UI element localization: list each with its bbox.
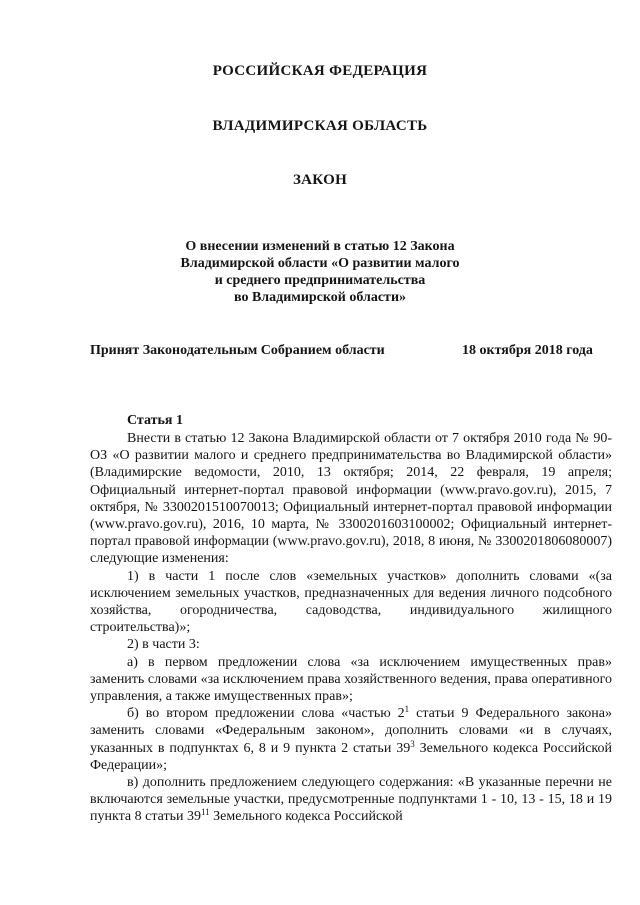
- article-paragraph: б) во втором предложении слова «частью $2^1$ статьи 9 Федерального закона» заменить словами «Федеральным законом», дополнить словами «и в случаях, указанных в подпунктах 6, 8 и 9 пункта 2 статьи $39^3$ Земельного кодекса Российской Федерации»;: [90, 704, 612, 773]
- law-title-line: и среднего предпринимательства: [214, 273, 426, 288]
- region-heading: ВЛАДИМИРСКАЯ ОБЛАСТЬ: [212, 118, 428, 134]
- law-title-line: во Владимирской области»: [233, 290, 407, 305]
- law-title-line: Владимирской области «О развитии малого: [180, 256, 460, 271]
- article-heading: Статья 1: [127, 413, 183, 428]
- law-title-line: О внесении изменений в статью 12 Закона: [185, 239, 455, 254]
- article-paragraph: Внести в статью 12 Закона Владимирской области от 7 октября 2010 года № 90-ОЗ «О развитии малого и среднего предпринимательства во Владимирской области» (Владимирские ведомости, 2010, 13 октября; 2014, 22 февраля, 19 апреля; Официальный интернет-портал правовой информации (www.pravo.gov.ru), 2015, 7 октября, № 3300201510070013; Официальный интернет-портал правовой информации (www.pravo.gov.ru), 2016, 10 марта, № 3300201603100002; Официальный интернет-портал правовой информации (www.pravo.gov.ru), 2018, 8 июня, № 3300201806080007) следующие изменения:: [90, 431, 612, 567]
- adopted-by: Принят Законодательным Собранием области: [90, 343, 385, 358]
- federation-heading: РОССИЙСКАЯ ФЕДЕРАЦИЯ: [212, 63, 428, 79]
- law-heading: ЗАКОН: [292, 172, 348, 188]
- article-body: [90, 430, 612, 826]
- article-paragraph: а) в первом предложении слова «за исключением имущественных прав» заменить словами «за исключением права хозяйственного ведения, права оперативного управления, а также имущественных прав»;: [90, 654, 612, 705]
- article-paragraph: 1) в части 1 после слов «земельных участков» дополнить словами «(за исключением земельных участков, предназначенных для ведения личного подсобного хозяйства, огородничества, садоводства, индивидуального жилищного строительства)»;: [90, 568, 612, 636]
- article-paragraph: 2) в части 3:: [127, 637, 200, 653]
- adoption-date: 18 октября 2018 года: [462, 343, 593, 358]
- article-paragraph: в) дополнить предложением следующего содержания: «В указанные перечни не включаются земельные участки, предусмотренные подпунктами 1 - 10, 13 - 15, 18 и 19 пункта 8 статьи $39^{11}$ Земельного кодекса Российской: [90, 775, 612, 825]
